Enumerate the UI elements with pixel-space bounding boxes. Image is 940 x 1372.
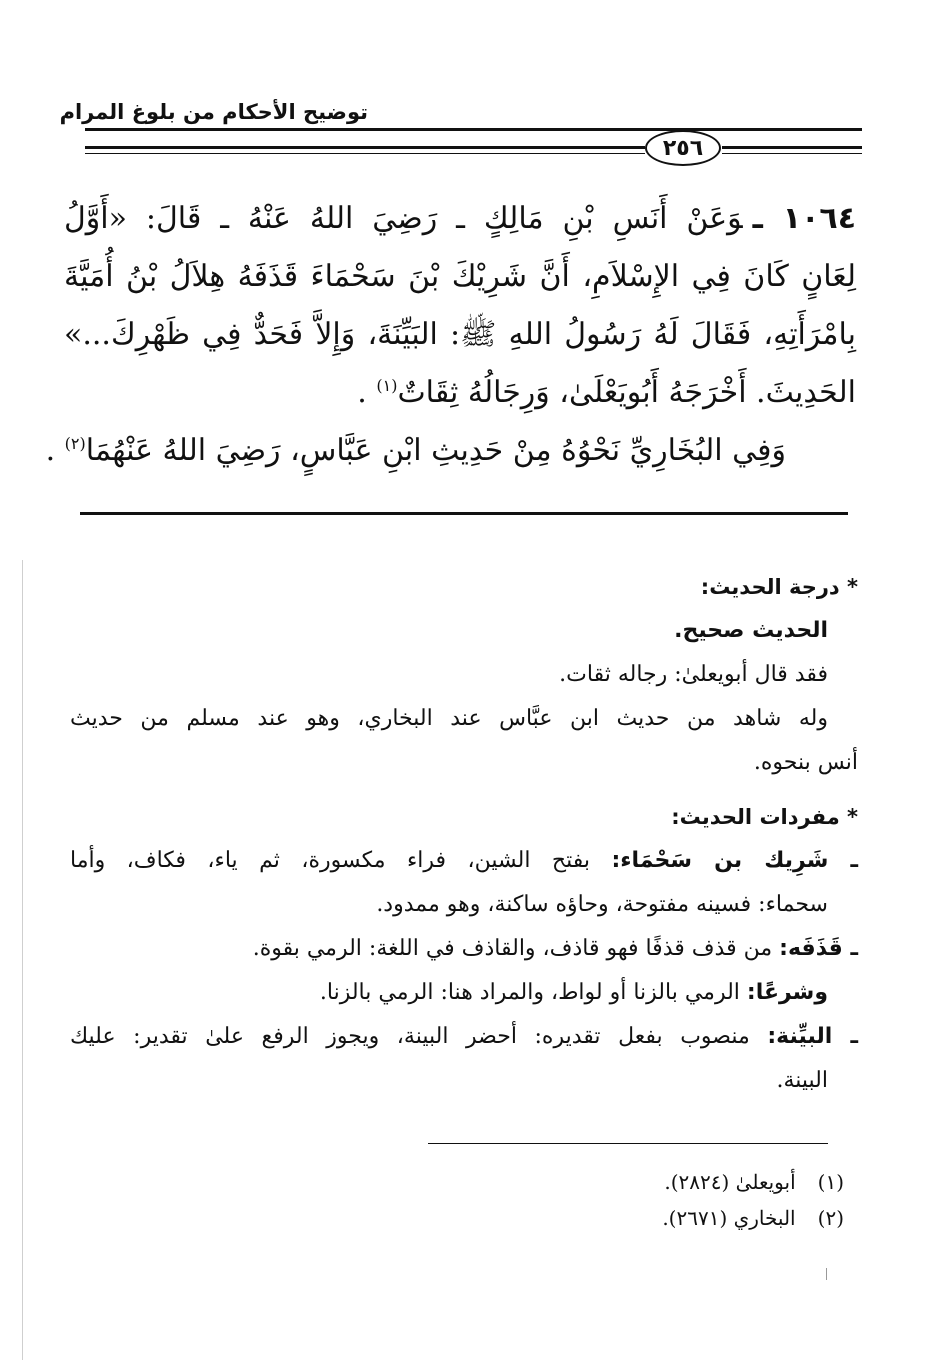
footnote-1: (١)أبويعلىٰ (٢٨٢٤). xyxy=(664,1170,844,1194)
hadith-line-5: وَفِي البُخَارِيِّ نَحْوُهُ مِنْ حَدِيثِ ابْنِ عَبَّاسٍ، رَضِيَ اللهُ عَنْهُمَا$^{(٢)}$ . xyxy=(45,433,786,468)
grade-line-4: أنس بنحوه. xyxy=(753,750,858,775)
header-rule-left xyxy=(85,146,645,154)
grade-line-1: الحديث صحيح. xyxy=(674,618,828,643)
vocab-item-1-cont: سحماء: فسينه مفتوحة، وحاؤه ساكنة، وهو ممدود. xyxy=(376,892,828,917)
vocab-item-3-cont: البينة. xyxy=(776,1068,828,1093)
vocab-item-2: ـ قَذَفَه: من قذف قذفًا فهو قاذف، والقاذف في اللغة: الرمي بقوة. xyxy=(252,936,858,961)
hadith-line-2: لِعَانٍ كَانَ فِي الإِسْلاَمِ، أَنَّ شَرِيْكَ بْنَ سَحْمَاءَ قَذَفَهُ هِلاَلُ بْنُ أُمَيَّةَ xyxy=(64,259,856,294)
scan-edge-line xyxy=(22,560,23,1360)
hadith-line-4: الحَدِيثَ. أَخْرَجَهُ أَبُويَعْلَىٰ، وَرِجَالُهُ ثِقَاتٌ$^{(١)}$ . xyxy=(357,375,856,410)
vocab-item-2-cont: وشرعًا: الرمي بالزنا أو لواط، والمراد هنا: الرمي بالزنا. xyxy=(319,980,828,1005)
header-rule xyxy=(85,128,862,131)
footnote-ref-1[interactable]: (١) xyxy=(376,376,398,395)
scan-mark xyxy=(826,1268,827,1280)
commentary xyxy=(70,565,858,1103)
hadith-number: ١٠٦٤ ـ xyxy=(752,201,857,236)
header-rule-right xyxy=(722,146,862,154)
grade-line-3: وله شاهد من حديث ابن عبَّاس عند البخاري، وهو عند مسلم من حديث xyxy=(70,706,828,731)
hadith-line-1: ١٠٦٤ ـوَعَنْ أَنَسِ بْنِ مَالِكٍ ـ رَضِيَ اللهُ عَنْهُ ـ قَالَ: «أَوَّلُ xyxy=(64,201,857,236)
hadith-line-3: بِامْرَأَتِهِ، فَقَالَ لَهُ رَسُولُ اللهِ ﷺ: البَيِّنَةَ، وَإِلاَّ فَحَدٌّ فِي ظَهْرِكَ...» xyxy=(64,317,856,352)
footnote-ref-2[interactable]: (٢) xyxy=(64,434,86,453)
footnotes xyxy=(424,1164,844,1236)
section-divider xyxy=(80,512,848,515)
vocab-item-3: ـ البيِّنة: منصوب بفعل تقديره: أحضر البينة، ويجوز الرفع علىٰ تقدير: عليك xyxy=(70,1024,859,1049)
footnote-2: (٢)البخاري (٢٦٧١). xyxy=(662,1206,844,1230)
grade-line-2: فقد قال أبويعلىٰ: رجاله ثقات. xyxy=(559,662,828,687)
vocab-item-1: ـ شَرِيك بن سَحْمَاء: بفتح الشين، فراء مكسورة، ثم ياء، فكاف، وأما xyxy=(70,848,858,873)
grade-heading: * درجة الحديث: xyxy=(700,575,858,599)
footnote-rule xyxy=(428,1143,828,1144)
page-number: ٢٥٦ xyxy=(662,135,704,161)
hadith-text xyxy=(45,190,857,480)
page-number-badge xyxy=(645,130,721,166)
vocab-heading: * مفردات الحديث: xyxy=(671,805,858,829)
running-title: توضيح الأحكام من بلوغ المرام xyxy=(59,100,368,124)
